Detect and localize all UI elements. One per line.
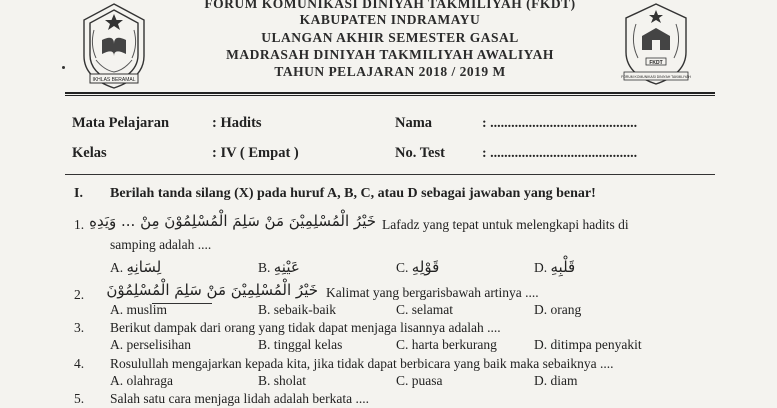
q4-option-b[interactable] <box>258 373 306 389</box>
q4-option-d[interactable] <box>534 373 578 389</box>
option-letter: A. <box>110 373 124 388</box>
option-letter: A. <box>110 260 124 275</box>
q1-option-b[interactable] <box>258 258 300 276</box>
option-value: selamat <box>411 302 453 317</box>
stray-mark <box>62 66 65 69</box>
right-logo-tag: FKDT <box>649 60 663 66</box>
header-year: TAHUN PELAJARAN 2018 / 2019 M <box>274 64 506 79</box>
test-number-field[interactable]: : .......................................... <box>482 146 638 161</box>
option-value: olahraga <box>126 373 173 388</box>
option-letter: A. <box>110 337 124 352</box>
option-value: sholat <box>273 373 307 388</box>
option-letter: D. <box>534 373 548 388</box>
option-value: ditimpa penyakit <box>550 337 642 352</box>
q3-option-a[interactable] <box>110 337 191 353</box>
option-letter: B. <box>258 260 271 275</box>
q1-option-c[interactable] <box>396 258 439 276</box>
q2-option-a[interactable] <box>110 302 167 318</box>
q3-option-c[interactable] <box>396 337 497 353</box>
option-value: orang <box>550 302 582 317</box>
q3-text: Berikut dampak dari orang yang tidak dapat menjaga lisannya adalah .... <box>110 320 501 335</box>
q4-option-c[interactable] <box>396 373 443 389</box>
name-label: Nama <box>395 115 433 131</box>
subject-value: : Hadits <box>212 115 262 131</box>
left-logo-banner: IKHLAS BERAMAL <box>92 77 136 83</box>
option-value: عَيْنِهِ <box>273 258 300 276</box>
option-value: harta berkurang <box>411 337 497 352</box>
q1-option-a[interactable] <box>110 258 161 276</box>
option-letter: C. <box>396 302 409 317</box>
name-field[interactable]: : .......................................... <box>482 116 638 131</box>
section-rule <box>65 174 715 175</box>
option-value: muslim <box>126 302 168 317</box>
section-number: I. <box>74 186 83 201</box>
option-letter: D. <box>534 260 548 275</box>
header-rule-thick <box>65 92 715 94</box>
header-school: MADRASAH DINIYAH TAKMILIYAH AWALIYAH <box>226 47 554 62</box>
class-label: Kelas <box>72 145 107 161</box>
option-letter: C. <box>396 337 409 352</box>
option-letter: A. <box>110 302 124 317</box>
subject-label: Mata Pelajaran <box>72 115 170 131</box>
q3-option-d[interactable] <box>534 337 642 353</box>
option-value: diam <box>550 373 578 388</box>
q4-number: 4. <box>74 356 85 371</box>
q2-number: 2. <box>74 287 85 302</box>
fkdt-emblem-icon <box>612 0 700 90</box>
kemenag-emblem-icon <box>68 0 160 92</box>
q1-option-d[interactable] <box>534 258 575 276</box>
q3-option-b[interactable] <box>258 337 342 353</box>
q5-text: Salah satu cara menjaga lidah adalah berkata .... <box>110 391 370 406</box>
q2-option-c[interactable] <box>396 302 453 318</box>
option-letter: D. <box>534 302 548 317</box>
option-value: قَوْلِهِ <box>411 258 440 276</box>
q2-text: Kalimat yang bergarisbawah artinya .... <box>326 285 539 300</box>
option-value: perselisihan <box>126 337 191 352</box>
test-number-label: No. Test <box>395 145 445 161</box>
header-regency: KABUPATEN INDRAMAYU <box>299 12 481 27</box>
option-value: tinggal kelas <box>273 337 343 352</box>
option-value: لِسَانِهِ <box>126 258 162 276</box>
q4-option-a[interactable] <box>110 373 173 389</box>
option-letter: B. <box>258 373 271 388</box>
q1-arabic: خَيْرُ الْمُسْلِمِيْنَ مَنْ سَلِمَ الْمُسْلِمُوْنَ مِنْ ... وَيَدِهِ <box>89 212 376 230</box>
q2-option-b[interactable] <box>258 302 336 318</box>
q5-number: 5. <box>74 391 85 406</box>
class-value: : IV ( Empat ) <box>212 145 299 161</box>
q1-number: 1. <box>74 217 85 232</box>
right-logo-banner: FORUM KOMUNIKASI DINIYAH TAKMILIYAH <box>621 75 691 79</box>
q1-text: Lafadz yang tepat untuk melengkapi hadits di <box>382 217 629 232</box>
option-value: sebaik-baik <box>273 302 336 317</box>
q4-text: Rosulullah mengajarkan kepada kita, jika tidak dapat berbicara yang baik maka sebaiknya .... <box>110 356 614 371</box>
option-letter: B. <box>258 337 271 352</box>
q1-text-cont: samping adalah .... <box>110 237 212 252</box>
option-letter: C. <box>396 373 409 388</box>
q3-number: 3. <box>74 320 85 335</box>
header-rule-thin <box>65 95 715 96</box>
header-org: FORUM KOMUNIKASI DINIYAH TAKMILIYAH (FKDT) <box>204 0 576 11</box>
q2-option-d[interactable] <box>534 302 581 318</box>
header-exam: ULANGAN AKHIR SEMESTER GASAL <box>261 30 519 45</box>
q2-arabic: خَيْرُ الْمُسْلِمِيْنَ مَنْ سَلِمَ الْمُسْلِمُوْنَ <box>106 281 318 299</box>
option-letter: C. <box>396 260 409 275</box>
option-letter: B. <box>258 302 271 317</box>
section-instruction: Berilah tanda silang (X) pada huruf A, B, C, atau D sebagai jawaban yang benar! <box>110 186 596 201</box>
option-value: قَلْبِهِ <box>550 258 576 276</box>
option-value: puasa <box>411 373 443 388</box>
option-letter: D. <box>534 337 548 352</box>
